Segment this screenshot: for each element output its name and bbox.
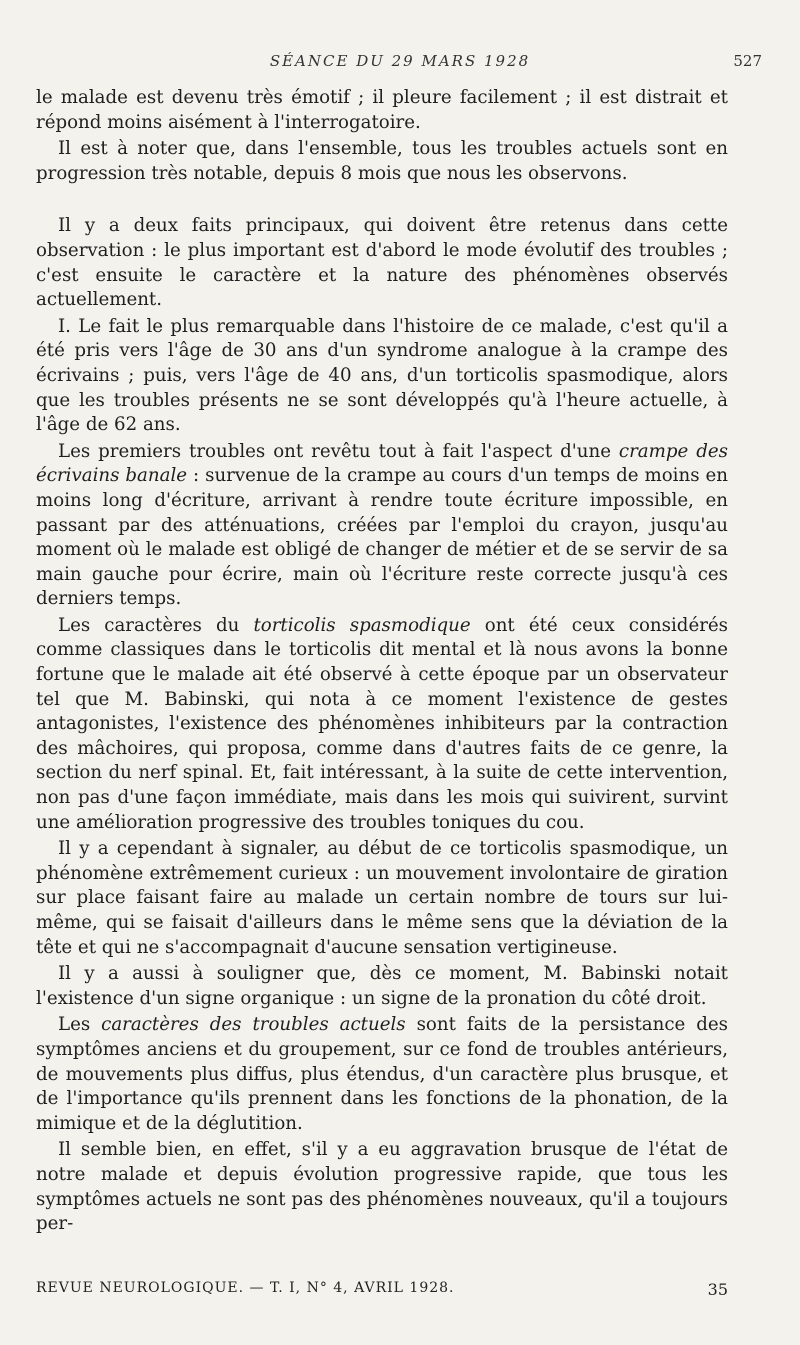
running-title: SÉANCE DU 29 MARS 1928 [269,52,531,70]
text-run: Les [58,1014,102,1036]
running-header [0,52,800,78]
paragraph [36,214,728,312]
text-run: Il semble bien, en effet, s'il y a eu aggravation brusque de l'état de notre malade et depuis évolution progressive rapide, que tous les symptômes actuels ne sont pas des phénomènes nouveaux, qu'il a toujours per- [36,1139,728,1235]
paragraph [36,86,728,135]
paragraph [36,1013,728,1136]
italic-run: torticolis spasmodique [253,614,471,636]
text-run: Il est à noter que, dans l'ensemble, tous les troubles actuels sont en progression très notable, depuis 8 mois que nous les observons. [36,138,728,184]
paragraph [36,962,728,1011]
page-number: 527 [733,52,762,70]
text-run: Il y a aussi à souligner que, dès ce moment, M. Babinski notait l'existence d'un signe organique : un signe de la pronation du côté droit. [36,963,728,1009]
text-run: Les caractères du [58,614,254,636]
italic-run: caractères des troubles actuels [101,1014,406,1036]
text-run: sont faits de la persistance des symptômes anciens et du groupement, sur ce fond de troubles antérieurs, de mouvements plus diffus, plus étendus, d'un caractère plus brusque, et de l'importance qu'ils prennent dans les fonctions de la phonation, de la mimique et de la déglutition. [36,1014,728,1134]
paragraph [36,315,728,438]
paragraph [36,137,728,186]
page-footer [36,1280,728,1304]
paragraph [36,1138,728,1236]
italic-run: crampe des écrivains banale [36,440,728,487]
text-run: : survenue de la crampe au cours d'un temps de moins en moins long d'écriture, arrivant à rendre toute écriture impossible, en passant par des atténuations, créées par l'emploi du crayon, jusqu'au moment où le malade est obligé de changer de métier et de se servir de sa main gauche pour écrire, main où l'écriture reste correcte jusqu'à ces derniers temps. [36,465,728,610]
journal-reference: REVUE NEUROLOGIQUE. — T. I, N° 4, AVRIL 1928. [36,1280,455,1296]
paragraph [36,837,728,960]
text-run: Il y a deux faits principaux, qui doivent être retenus dans cette observation : le plus important est d'abord le mode évolutif des troubles ; c'est ensuite le caractère et la nature des phénomènes observés actuellement. [36,215,728,311]
text-run: I. Le fait le plus remarquable dans l'histoire de ce malade, c'est qu'il a été pris vers l'âge de 30 ans d'un syndrome analogue à la crampe des écrivains ; puis, vers l'âge de 40 ans, d'un torticolis spasmodique, alors que les troubles présents ne se sont développés qu'à l'heure actuelle, à l'âge de 62 ans. [36,315,728,436]
sheet-number: 35 [707,1280,728,1299]
text-run: ont été ceux considérés comme classiques dans le torticolis dit mental et là nous avons la bonne fortune que le malade ait été observé à cette époque par un observateur tel que M. Babinski, qui nota à ce moment l'existence de gestes antagonistes, l'existence des phénomènes inhibiteurs par la contraction des mâchoires, qui proposa, comme dans d'autres faits de ce genre, la section du nerf spinal. Et, fait intéressant, à la suite de cette intervention, non pas d'une façon immédiate, mais dans les mois qui suivirent, survint une amélioration progressive des troubles toniques du cou. [36,614,728,833]
body-text [36,86,728,1237]
text-run: Les premiers troubles ont revêtu tout à fait l'aspect d'une [58,440,619,462]
text-run: le malade est devenu très émotif ; il pleure facilement ; il est distrait et répond moins aisément à l'interrogatoire. [36,87,728,133]
paragraph [36,614,728,835]
paragraph [36,440,728,612]
text-run: Il y a cependant à signaler, au début de ce torticolis spasmodique, un phénomène extrêmement curieux : un mouvement involontaire de giration sur place faisant faire au malade un certain nombre de tours sur lui-même, qui se faisait d'ailleurs dans le même sens que la déviation de la tête et qui ne s'accompagnait d'aucune sensation vertigineuse. [36,838,728,958]
